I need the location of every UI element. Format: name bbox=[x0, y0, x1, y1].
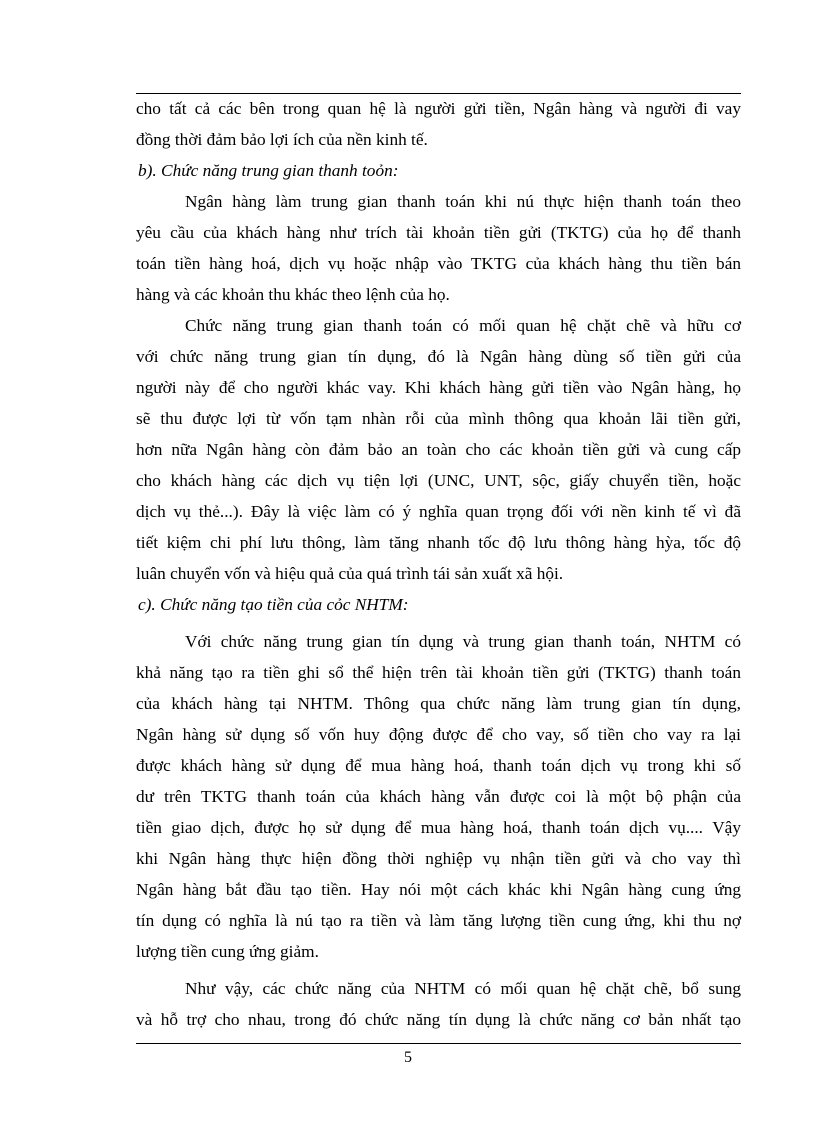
text-line: khi Ngân hàng thực hiện đồng thời nghiệp vụ nhận tiền gửi và cho vay thì bbox=[136, 849, 741, 868]
text-line: người này để cho người khác vay. Khi khách hàng gửi tiền vào Ngân hàng, họ bbox=[136, 378, 741, 397]
text-line: đồng thời đảm bảo lợi ích của nền kinh tế. bbox=[136, 130, 428, 149]
text-line: của khách hàng tại NHTM. Thông qua chức năng làm trung gian tín dụng, bbox=[136, 694, 741, 713]
text-line: lượng tiền cung ứng giảm. bbox=[136, 942, 319, 961]
text-line: Chức năng trung gian thanh toán có mối quan hệ chặt chẽ và hữu cơ bbox=[185, 316, 741, 335]
text-line: cho khách hàng các dịch vụ tiện lợi (UNC, UNT, sộc, giấy chuyển tiền, hoặc bbox=[136, 471, 741, 490]
text-line: được khách hàng sử dụng để mua hàng hoá, thanh toán dịch vụ trong khi số bbox=[136, 756, 741, 775]
text-line: Ngân hàng làm trung gian thanh toán khi nú thực hiện thanh toán theo bbox=[185, 192, 741, 211]
text-line: tiền giao dịch, được họ sử dụng để mua hàng hoá, thanh toán dịch vụ.... Vậy bbox=[136, 818, 741, 837]
text-line: khả năng tạo ra tiền ghi sổ thể hiện trên tài khoản tiền gửi (TKTG) thanh toán bbox=[136, 663, 741, 682]
text-line: tín dụng có nghĩa là nú tạo ra tiền và làm tăng lượng tiền cung ứng, khi thu nợ bbox=[136, 911, 741, 930]
page-body bbox=[136, 93, 741, 1035]
text-line: với chức năng trung gian tín dụng, đó là Ngân hàng dùng số tiền gửi của bbox=[136, 347, 741, 366]
page-number: 5 bbox=[404, 1049, 412, 1066]
text-line: toán tiền hàng hoá, dịch vụ hoặc nhập vào TKTG của khách hàng thu tiền bán bbox=[136, 254, 741, 273]
text-line: dư trên TKTG thanh toán của khách hàng vẫn được coi là một bộ phận của bbox=[136, 787, 741, 806]
text-line: sẽ thu được lợi từ vốn tạm nhàn rỗi của mình thông qua khoản lãi tiền gửi, bbox=[136, 409, 741, 428]
section-heading-b: b). Chức năng trung gian thanh toỏn: bbox=[138, 161, 399, 180]
text-line: Ngân hàng sử dụng số vốn huy động được để cho vay, số tiền cho vay ra lại bbox=[136, 725, 741, 744]
section-heading-c: c). Chức năng tạo tiền của cỏc NHTM: bbox=[138, 595, 409, 614]
text-line: cho tất cả các bên trong quan hệ là người gửi tiền, Ngân hàng và người đi vay bbox=[136, 99, 741, 118]
text-line: luân chuyển vốn và hiệu quả của quá trình tái sản xuất xã hội. bbox=[136, 564, 564, 583]
text-line: Như vậy, các chức năng của NHTM có mối quan hệ chặt chẽ, bổ sung bbox=[185, 979, 741, 998]
footer-rule bbox=[136, 1043, 741, 1044]
text-line: Với chức năng trung gian tín dụng và trung gian thanh toán, NHTM có bbox=[185, 632, 741, 651]
text-line: hơn nữa Ngân hàng còn đảm bảo an toàn cho các khoản tiền gửi và cung cấp bbox=[136, 440, 741, 459]
text-line: Ngân hàng bắt đầu tạo tiền. Hay nói một cách khác khi Ngân hàng cung ứng bbox=[136, 880, 741, 899]
text-line: yêu cầu của khách hàng như trích tài khoản tiền gửi (TKTG) của họ để thanh bbox=[136, 223, 741, 242]
text-line: và hỗ trợ cho nhau, trong đó chức năng tín dụng là chức năng cơ bản nhất tạo bbox=[136, 1010, 741, 1029]
text-line: tiết kiệm chi phí lưu thông, làm tăng nhanh tốc độ lưu thông hàng hỳa, tốc độ bbox=[136, 533, 741, 552]
text-line: dịch vụ thẻ...). Đây là việc làm có ý nghĩa quan trọng đối với nền kinh tế vì đã bbox=[136, 502, 741, 521]
text-line: hàng và các khoản thu khác theo lệnh của họ. bbox=[136, 285, 450, 304]
